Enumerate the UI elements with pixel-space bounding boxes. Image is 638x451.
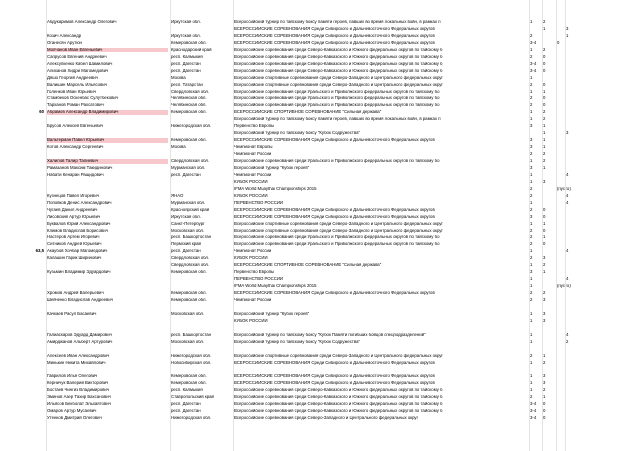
cell-points[interactable]: 2 bbox=[543, 110, 546, 115]
cell-points[interactable]: 2 bbox=[543, 291, 546, 296]
cell-event-name[interactable]: ПЕРВЕНСТВО РОССИИ bbox=[234, 277, 283, 282]
cell-points[interactable]: 0 bbox=[543, 96, 546, 101]
cell-region[interactable]: Кемеровская обл. bbox=[171, 291, 207, 296]
cell-event-name[interactable]: Первенство Европы bbox=[234, 270, 275, 275]
cell-points[interactable]: 1 bbox=[543, 138, 546, 143]
cell-athlete-name[interactable]: Оганесян Арутюн bbox=[47, 40, 82, 45]
cell-event-name[interactable]: Всероссийские соревнования среди Уральского и Приволжского федеральных округов по тайскому бо bbox=[234, 242, 440, 247]
cell-region[interactable]: Иркутская обл. bbox=[171, 214, 201, 219]
cell-place[interactable]: 1 bbox=[530, 332, 533, 337]
cell-event-name[interactable]: ВСЕРОССИЙСКИЕ СПОРТИВНОЕ СОРЕВНОВАНИЕ "Сильная держава" bbox=[234, 263, 382, 268]
cell-count[interactable]: 2 bbox=[566, 339, 569, 344]
cell-place[interactable]: 3-4 bbox=[530, 402, 537, 407]
cell-event-name[interactable]: Чемпионат России bbox=[234, 298, 272, 302]
cell-event-name[interactable]: Всероссийский турнир "Кубок героев" bbox=[234, 311, 310, 316]
cell-athlete-name[interactable]: Голенков Иван Юрьевич bbox=[47, 89, 96, 94]
cell-region[interactable]: Нижегородская обл. bbox=[171, 353, 212, 358]
cell-place[interactable]: 1 bbox=[530, 249, 533, 254]
cell-count[interactable]: 4 bbox=[566, 193, 569, 198]
cell-event-name[interactable]: ВСЕРОССИЙСКИЕ СОРЕВНОВАНИЯ Среди Сибирского и Дальневосточного Федеральных округов bbox=[234, 214, 435, 219]
cell-athlete-name[interactable]: Чугаев Данил Андреевич bbox=[47, 207, 98, 212]
cell-event-name[interactable]: Всероссийские соревнования среди Северо-Кавказского и Южного федеральных округов по тайскому б bbox=[234, 47, 443, 52]
cell-points[interactable]: 2 bbox=[543, 152, 546, 157]
cell-region[interactable]: Нижегородская обл. bbox=[171, 416, 212, 421]
cell-place[interactable]: 3 bbox=[530, 214, 533, 219]
cell-place[interactable]: 1 bbox=[530, 318, 533, 323]
cell-event-name[interactable]: КУБОК РОССИИ bbox=[234, 179, 268, 184]
cell-athlete-name[interactable]: Хромов Андрей Валерьевич bbox=[47, 291, 104, 296]
cell-points[interactable]: 1 bbox=[543, 221, 546, 226]
cell-event-name[interactable]: Всероссийские соревнования среди Уральского и Приволжского федеральных округов по тайскому бо bbox=[234, 89, 440, 94]
cell-athlete-name[interactable]: Абрамов Александр Владимирович bbox=[47, 110, 168, 115]
cell-points[interactable]: 1 bbox=[543, 89, 546, 94]
cell-athlete-name[interactable]: Качкаев Расул Басаевич bbox=[47, 311, 97, 316]
cell-athlete-name[interactable]: Керничук Валерий Викторович bbox=[47, 381, 109, 386]
cell-event-name[interactable]: Всероссийские соревнования среди Северо-Кавказского и Южного федеральных округов по тайскому б bbox=[234, 68, 443, 73]
cell-place[interactable]: 3 bbox=[530, 270, 533, 275]
cell-athlete-name[interactable]: Гаврилов Илья Олегович bbox=[47, 374, 98, 379]
cell-region[interactable]: ЯНАО bbox=[171, 193, 184, 198]
cell-region[interactable]: респ. Дагестан bbox=[171, 68, 201, 73]
cell-points[interactable]: 3 bbox=[543, 256, 546, 261]
cell-athlete-name[interactable]: Кузьмин Владимир Эдуардович bbox=[47, 270, 111, 275]
cell-event-name[interactable]: ВСЕРОССИЙСКИЕ СОРЕВНОВАНИЯ Среди Сибирского и Дальневосточного Федеральных округов bbox=[234, 207, 435, 212]
cell-place[interactable]: 3-4 bbox=[530, 40, 537, 45]
cell-points[interactable]: 2 bbox=[543, 117, 546, 122]
cell-region[interactable]: Москва bbox=[171, 75, 186, 80]
cell-points[interactable]: 0 bbox=[543, 54, 546, 59]
cell-count[interactable]: 4 bbox=[566, 332, 569, 337]
cell-region[interactable]: Кемеровская обл. bbox=[171, 381, 207, 386]
cell-points[interactable]: 0 bbox=[543, 207, 546, 212]
cell-athlete-name[interactable]: Поповков Денис Александрович bbox=[47, 200, 112, 205]
cell-place[interactable]: 1 bbox=[530, 360, 533, 365]
cell-region[interactable]: Иркутская обл. bbox=[171, 33, 201, 38]
cell-event-name[interactable]: ВСЕРОССИЙСКИЕ СОРЕВНОВАНИЯ Среди Сибирского и Дальневосточного Федеральных округов bbox=[234, 33, 435, 38]
cell-note[interactable]: (пусто) bbox=[557, 186, 571, 191]
cell-event-name[interactable]: ВСЕРОССИЙСКИЕ СОРЕВНОВАНИЯ Среди Сибирского и Дальневосточного Федеральных округов bbox=[234, 40, 435, 45]
cell-place[interactable]: 1 bbox=[530, 159, 533, 163]
cell-event-name[interactable]: Всероссийские соревнования среди Северо-Кавказского и Южного федеральных округов по тайскому б bbox=[234, 54, 443, 59]
cell-region[interactable]: Ставропольский край bbox=[171, 395, 214, 400]
cell-region[interactable]: респ. Дагестан bbox=[171, 61, 201, 66]
cell-place[interactable]: 3 bbox=[530, 138, 533, 143]
cell-region[interactable]: Нижегородская обл. bbox=[171, 124, 212, 129]
cell-event-name[interactable]: ПЕРВЕНСТВО РОССИИ bbox=[234, 200, 283, 205]
cell-points[interactable]: 2 bbox=[543, 263, 546, 268]
cell-event-name[interactable]: Всероссийский турнир по тайскому боксу памяти героев, павших во время локальных войн, в рамках п bbox=[234, 20, 441, 24]
cell-athlete-name[interactable]: Бостаев Чингиз Владимирович bbox=[47, 388, 110, 393]
cell-region[interactable]: Свердловская обл. bbox=[171, 89, 210, 94]
cell-place[interactable]: 1 bbox=[530, 311, 533, 316]
cell-place[interactable]: 1 bbox=[530, 89, 533, 94]
cell-event-name[interactable]: Чемпионат России bbox=[234, 249, 272, 254]
cell-count[interactable]: 4 bbox=[566, 249, 569, 254]
cell-athlete-name[interactable]: Шевченко Владислав Андреевич bbox=[47, 298, 113, 302]
cell-place[interactable]: 3-4 bbox=[530, 61, 537, 66]
cell-place[interactable]: 3 bbox=[530, 145, 533, 150]
cell-region[interactable]: респ. Башкортостан bbox=[171, 332, 212, 337]
cell-count[interactable]: 4 bbox=[566, 200, 569, 205]
cell-region[interactable]: Челябинская обл. bbox=[171, 103, 207, 108]
cell-place[interactable]: 3-4 bbox=[530, 416, 537, 421]
cell-athlete-name[interactable]: Ильясов Бекболат Эльхаятович bbox=[47, 402, 111, 407]
cell-place[interactable]: 1 bbox=[530, 388, 533, 393]
cell-athlete-name[interactable]: Рамазанов Максим Такидинович bbox=[47, 165, 113, 170]
cell-region[interactable]: Краснодарский край bbox=[171, 47, 212, 52]
cell-region[interactable]: респ. Калмыкия bbox=[171, 388, 203, 393]
cell-points[interactable]: 0 bbox=[543, 68, 546, 73]
cell-region[interactable]: респ. Дагестан bbox=[171, 409, 201, 414]
cell-count[interactable]: 4 bbox=[566, 172, 569, 177]
cell-event-name[interactable]: Всероссийские соревнования среди Уральского и Приволжского федеральных округов по тайскому бо bbox=[234, 103, 440, 108]
cell-place[interactable]: 1 bbox=[530, 284, 533, 289]
grid-line bbox=[170, 0, 171, 451]
cell-region[interactable]: респ. Татарстан bbox=[171, 82, 203, 87]
cell-region[interactable]: Мурманская обл. bbox=[171, 200, 206, 205]
cell-points[interactable]: 1 bbox=[543, 353, 546, 358]
cell-count[interactable]: 3 bbox=[566, 131, 569, 136]
cell-event-name[interactable]: Всероссийские спортивные соревнования среди Северо-Западного и Центрального федеральных округ bbox=[234, 82, 443, 87]
cell-event-name[interactable]: IFMA World Muaythai Championships 2015 bbox=[234, 284, 317, 289]
cell-event-name[interactable]: ВСЕРОССИЙСКИЕ СОРЕВНОВАНИЯ Среди Сибирского и Дальневосточного Федеральных округов bbox=[234, 26, 435, 31]
cell-points[interactable]: 3 bbox=[543, 318, 546, 323]
cell-region[interactable]: Кемеровская обл. bbox=[171, 40, 207, 45]
cell-athlete-name[interactable]: Алексупкенко Кабел Шамилович bbox=[47, 61, 113, 66]
cell-athlete-name[interactable]: Тарханов Роман Рахсатович bbox=[47, 103, 104, 108]
cell-region[interactable]: Новосибирская обл. bbox=[171, 360, 212, 365]
cell-points[interactable]: 0 bbox=[543, 82, 546, 87]
cell-place[interactable]: 3 bbox=[530, 165, 533, 170]
cell-region[interactable]: респ. Дагестан bbox=[171, 402, 201, 407]
cell-points[interactable]: 0 bbox=[543, 61, 546, 66]
cell-event-name[interactable]: ВСЕРОССИЙСКИЕ СОРЕВНОВАНИЯ Среди Сибирского и Дальневосточного Федеральных округов bbox=[234, 138, 435, 143]
cell-athlete-name[interactable]: Галиаскаров Эдуард Дамирович bbox=[47, 332, 112, 337]
cell-athlete-name[interactable]: Калашин Гарик Ширинович bbox=[47, 256, 102, 261]
cell-place[interactable]: 1 bbox=[530, 75, 533, 80]
cell-athlete-name[interactable]: Абдукаримов Александр Олегович bbox=[47, 20, 117, 24]
cell-points[interactable]: 3 bbox=[543, 298, 546, 302]
cell-event-name[interactable]: ВСЕРОССИЙСКИЕ СОРЕВНОВАНИЯ Среди Сибирского и Дальневосточного Федеральных округов bbox=[234, 374, 435, 379]
cell-event-name[interactable]: Чемпионат Европы bbox=[234, 145, 273, 150]
cell-place[interactable]: 2 bbox=[530, 103, 533, 108]
cell-points[interactable]: 0 bbox=[543, 402, 546, 407]
cell-region[interactable]: Свердловская обл. bbox=[171, 256, 210, 261]
cell-region[interactable]: Мурманская обл. bbox=[171, 165, 206, 170]
cell-points[interactable]: 2 bbox=[543, 20, 546, 24]
cell-region[interactable]: Кемеровская обл. bbox=[171, 298, 207, 302]
cell-event-name[interactable]: Всероссийские соревнования среди Уральского и Приволжского федеральных округов по тайскому бо bbox=[234, 159, 440, 163]
cell-athlete-name[interactable]: Вальтерман Павел Юрьевич bbox=[47, 138, 168, 143]
cell-points[interactable]: 0 bbox=[543, 416, 546, 421]
cell-place[interactable]: 2 bbox=[530, 298, 533, 302]
cell-athlete-name[interactable]: Халилов Талир Талиевич bbox=[47, 159, 168, 164]
cell-event-name[interactable]: ВСЕРОССИЙСКИЕ СОРЕВНОВАНИЯ Среди Сибирского и Дальневосточного Федеральных округов bbox=[234, 381, 435, 386]
cell-event-name[interactable]: Всероссийские соревнования среди Северо-Кавказского и Южного федеральных округов по тайскому б bbox=[234, 388, 443, 393]
cell-region[interactable]: Санкт-Петербург bbox=[171, 221, 205, 226]
cell-region[interactable]: Кемеровская обл. bbox=[171, 138, 207, 143]
cell-region[interactable]: Красноярский край bbox=[171, 207, 209, 212]
cell-points[interactable]: 1 bbox=[543, 270, 546, 275]
cell-place[interactable]: 1 bbox=[530, 179, 533, 184]
cell-event-name[interactable]: Чемпионат России bbox=[234, 172, 272, 177]
cell-points[interactable]: 0 bbox=[543, 103, 546, 108]
cell-athlete-name[interactable]: Кузнецов Павел Игоревич bbox=[47, 193, 99, 198]
cell-count[interactable]: 3 bbox=[566, 26, 569, 31]
cell-place[interactable]: 2 bbox=[530, 82, 533, 87]
cell-points[interactable]: 2 bbox=[543, 159, 546, 163]
cell-region[interactable]: Москва bbox=[171, 145, 186, 150]
cell-place[interactable]: 3-4 bbox=[530, 409, 537, 414]
cell-athlete-name[interactable]: Амирджанов Альберт Артурович bbox=[47, 339, 113, 344]
cell-region[interactable]: Кемеровская обл. bbox=[171, 110, 207, 115]
cell-place[interactable]: 3 bbox=[530, 124, 533, 129]
cell-points[interactable]: 0 bbox=[543, 242, 546, 247]
cell-place[interactable]: 2 bbox=[530, 291, 533, 296]
cell-note[interactable]: 0 bbox=[557, 40, 560, 45]
cell-points[interactable]: 2 bbox=[543, 47, 546, 52]
cell-event-name[interactable]: Всероссийский турнир "Кубок героев" bbox=[234, 165, 310, 170]
cell-points[interactable]: 1 bbox=[543, 131, 546, 136]
cell-region[interactable]: Московская обл. bbox=[171, 228, 205, 233]
cell-event-name[interactable]: Всероссийские соревнования среди Северо-Кавказского и Южного федеральных округов по тайскому б bbox=[234, 409, 443, 414]
cell-athlete-name[interactable]: Ситников Андрей Юрьевич bbox=[47, 242, 102, 247]
cell-region[interactable]: Московская обл. bbox=[171, 339, 205, 344]
cell-athlete-name[interactable]: Минькин Никита Михайлович bbox=[47, 360, 106, 365]
cell-place[interactable]: 2 bbox=[530, 235, 533, 240]
cell-place[interactable]: 2 bbox=[530, 353, 533, 358]
cell-athlete-name[interactable]: Алиханов Хидри Магомедович bbox=[47, 68, 109, 73]
cell-event-name[interactable]: IFMA World Muaythai Championships 2015 bbox=[234, 186, 317, 191]
cell-place[interactable]: 2 bbox=[530, 242, 533, 247]
cell-row-number[interactable]: 60 bbox=[39, 110, 44, 115]
cell-athlete-name[interactable]: Омаров Артур Мусаевич bbox=[47, 409, 97, 414]
cell-place[interactable]: 2 bbox=[530, 152, 533, 157]
cell-athlete-name[interactable]: Буквалов Юрий Александрович bbox=[47, 221, 111, 226]
cell-event-name[interactable]: ВСЕРОССИЙСКИЕ СПОРТИВНОЕ СОРЕВНОВАНИЕ "Сильная держава" bbox=[234, 110, 382, 115]
cell-region[interactable]: Кемеровская обл. bbox=[171, 374, 207, 379]
cell-region[interactable]: Московская обл. bbox=[171, 311, 205, 316]
cell-event-name[interactable]: Первенство Европы bbox=[234, 124, 275, 129]
cell-region[interactable]: респ. Дагестан bbox=[171, 172, 201, 177]
cell-place[interactable]: 1 bbox=[530, 221, 533, 226]
cell-athlete-name[interactable]: Валишин Марсель Ильясович bbox=[47, 82, 107, 87]
cell-event-name[interactable]: Всероссийские соревнования среди Уральского и Приволжского федеральных округов по тайскому бо bbox=[234, 96, 440, 101]
cell-place[interactable]: 1 bbox=[530, 110, 533, 115]
cell-points[interactable]: 1 bbox=[543, 145, 546, 150]
cell-place[interactable]: 1 bbox=[530, 339, 533, 344]
cell-event-name[interactable]: Всероссийские соревнования среди Северо-Кавказского и Южного федеральных округов по тайскому б bbox=[234, 395, 443, 400]
cell-place[interactable]: 2 bbox=[530, 54, 533, 59]
cell-region[interactable]: респ. Калмыкия bbox=[171, 54, 203, 59]
cell-points[interactable]: 1 bbox=[543, 26, 546, 31]
cell-event-name[interactable]: Всероссийский турнир по тайскому боксу "Кубок Содружества" bbox=[234, 131, 360, 136]
cell-event-name[interactable]: Всероссийские спортивные соревнования среди Северо-Западного и Центрального федеральных округ bbox=[234, 221, 443, 226]
cell-region[interactable]: Иркутская обл. bbox=[171, 20, 201, 24]
cell-region[interactable]: Кемеровская обл. bbox=[171, 270, 207, 275]
cell-points[interactable]: 1 bbox=[543, 235, 546, 240]
cell-note[interactable]: (пусто) bbox=[557, 284, 571, 289]
cell-place[interactable]: 2 bbox=[530, 193, 533, 198]
cell-event-name[interactable]: Всероссийские спортивные соревнования среди Северо-Западного и Центрального федеральных округ bbox=[234, 75, 443, 80]
cell-event-name[interactable]: ВСЕРОССИЙСКИЕ СОРЕВНОВАНИЯ Среди Сибирского и Дальневосточного Федеральных округов bbox=[234, 291, 435, 296]
grid-line bbox=[565, 0, 566, 451]
cell-athlete-name[interactable]: Котов Александр Сергеевич bbox=[47, 145, 104, 150]
cell-points[interactable]: 1 bbox=[543, 395, 546, 400]
cell-count[interactable]: 1 bbox=[566, 33, 569, 38]
cell-athlete-name[interactable]: Стамбеков Оскенбас Сулутбекович bbox=[47, 96, 119, 101]
cell-points[interactable]: 1 bbox=[543, 165, 546, 170]
cell-event-name[interactable]: Всероссийские соревнования среди Северо-Кавказского и Южного федеральных округов по тайскому б bbox=[234, 402, 443, 407]
cell-region[interactable]: Свердловская обл. bbox=[171, 159, 210, 163]
cell-athlete-name[interactable]: Лисовский Артур Юрьевич bbox=[47, 214, 101, 219]
cell-athlete-name[interactable]: Козич Александр bbox=[47, 33, 82, 38]
cell-place[interactable]: 2 bbox=[530, 256, 533, 261]
cell-event-name[interactable]: Всероссийские соревнования среди Северо-Кавказского и Южного федеральных округов по тайскому б bbox=[234, 61, 443, 66]
cell-athlete-name[interactable]: Брусов Алексей Евгеньевич bbox=[47, 124, 104, 129]
cell-points[interactable]: 3 bbox=[543, 179, 546, 184]
cell-event-name[interactable]: Всероссийские спортивные соревнования среди Северо-Западного и Центрального федеральных округ bbox=[234, 353, 443, 358]
cell-event-name[interactable]: ВСЕРОССИЙСКИЕ СОРЕВНОВАНИЯ Среди Сибирского и Дальневосточного Федеральных округов bbox=[234, 360, 435, 365]
grid-line bbox=[233, 0, 234, 451]
cell-event-name[interactable]: Чемпионат России bbox=[234, 152, 272, 157]
cell-points[interactable]: 1 bbox=[543, 124, 546, 129]
cell-place[interactable]: 2 bbox=[530, 207, 533, 212]
cell-event-name[interactable]: Всероссийский турнир по тайскому боксу "Кубок Памяти погибших бойцов спецподразделений" bbox=[234, 332, 426, 337]
cell-points[interactable]: 3 bbox=[543, 381, 546, 386]
cell-athlete-name[interactable]: Молчанов Иван Евгеньевич bbox=[47, 48, 168, 53]
cell-region[interactable]: Челябинская обл. bbox=[171, 96, 207, 101]
cell-place[interactable]: 1 bbox=[530, 374, 533, 379]
cell-event-name[interactable]: КУБОК РОССИИ bbox=[234, 256, 268, 261]
cell-athlete-name[interactable]: Утенков Дмитрий Олегович bbox=[47, 416, 102, 421]
cell-points[interactable]: 2 bbox=[543, 360, 546, 365]
cell-count[interactable]: 4 bbox=[566, 277, 569, 282]
cell-place[interactable]: 1 bbox=[530, 117, 533, 122]
grid-line bbox=[556, 0, 557, 451]
cell-place[interactable]: 2 bbox=[530, 228, 533, 233]
cell-event-name[interactable]: Всероссийский турнир по тайскому боксу "Кубок Содружества" bbox=[234, 339, 360, 344]
cell-place[interactable]: 1 bbox=[530, 20, 533, 24]
cell-athlete-name[interactable]: Сапрусов Евгений Андреевич bbox=[47, 54, 107, 59]
cell-event-name[interactable]: Всероссийские соревнования среди Северо-Западного и Центрального федеральных округ bbox=[234, 416, 419, 421]
cell-row-number[interactable]: 63,5 bbox=[35, 249, 44, 254]
cell-place[interactable]: 1 bbox=[530, 47, 533, 52]
cell-points[interactable]: 2 bbox=[543, 388, 546, 393]
cell-place[interactable]: 1 bbox=[530, 277, 533, 282]
cell-place[interactable]: 2 bbox=[530, 395, 533, 400]
cell-region[interactable]: Пермский край bbox=[171, 242, 201, 247]
cell-event-name[interactable]: Всероссийские соревнования среди Уральского и Приволжского федеральных округов по тайскому бо bbox=[234, 235, 440, 240]
cell-place[interactable]: 2 bbox=[530, 96, 533, 101]
grid-line bbox=[529, 0, 530, 451]
grid-line bbox=[46, 0, 47, 451]
cell-athlete-name[interactable]: Акаубов Хочбар Магомедович bbox=[47, 249, 108, 254]
cell-event-name[interactable]: КУБОК РОССИИ bbox=[234, 318, 268, 323]
grid-line bbox=[542, 0, 543, 451]
cell-points[interactable]: 0 bbox=[543, 228, 546, 233]
cell-place[interactable]: 3-4 bbox=[530, 68, 537, 73]
cell-event-name[interactable]: Всероссийские спортивные соревнования среди Северо-Западного и Центрального федеральных округ bbox=[234, 228, 443, 233]
cell-athlete-name[interactable]: Эминов Азер Тахир Бахсанович bbox=[47, 395, 111, 400]
cell-points[interactable]: 3 bbox=[543, 374, 546, 379]
cell-place[interactable]: 2 bbox=[530, 186, 533, 191]
cell-event-name[interactable]: Всероссийский турнир по тайскому боксу памяти героев, павших во время локальных войн, в рамках п bbox=[234, 117, 441, 122]
cell-points[interactable]: 3 bbox=[543, 311, 546, 316]
cell-place[interactable]: 1 bbox=[530, 381, 533, 386]
cell-points[interactable]: 0 bbox=[543, 214, 546, 219]
cell-place[interactable]: 2 bbox=[530, 33, 533, 38]
cell-athlete-name[interactable]: Алексеев Иван Александрович bbox=[47, 353, 110, 358]
cell-athlete-name[interactable]: Климов Владислав Борисович bbox=[47, 228, 108, 233]
cell-event-name[interactable]: КУБОК РОССИИ bbox=[234, 193, 268, 198]
cell-athlete-name[interactable]: Набати Кенаран Ращидович bbox=[47, 172, 104, 177]
cell-place[interactable]: 1 bbox=[530, 200, 533, 205]
cell-athlete-name[interactable]: Настеров Артем Игоревич bbox=[47, 235, 100, 240]
cell-region[interactable]: респ. Дагестан bbox=[171, 249, 201, 254]
cell-athlete-name[interactable]: Дяшо Георгий Андреевич bbox=[47, 75, 98, 80]
cell-points[interactable]: 0 bbox=[543, 409, 546, 414]
cell-region[interactable]: Свердловская обл. bbox=[171, 263, 210, 268]
cell-region[interactable]: респ. Башкортостан bbox=[171, 235, 212, 240]
cell-place[interactable]: 1 bbox=[530, 172, 533, 177]
cell-place[interactable]: 1 bbox=[530, 263, 533, 268]
